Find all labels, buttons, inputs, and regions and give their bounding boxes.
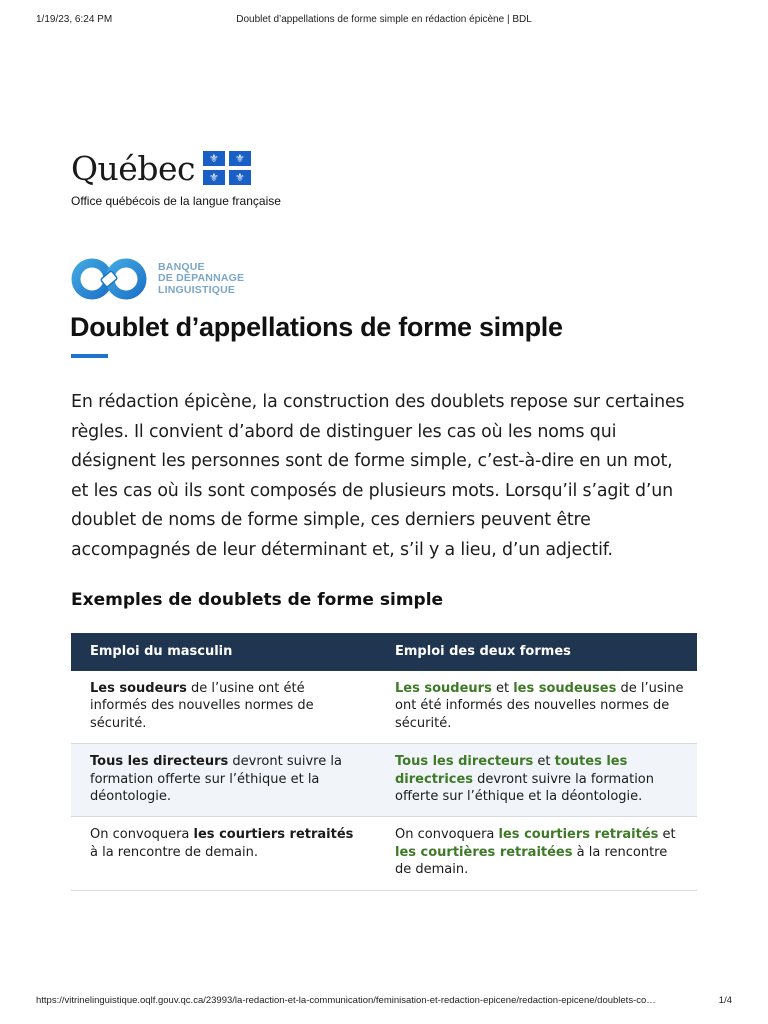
print-header: [0, 14, 768, 30]
cell-both-forms: Les soudeurs et les soudeuses de l’usine ont été informés des nouvelles normes de sécurité.: [395, 681, 684, 731]
table-row: [71, 744, 697, 817]
print-datetime: 1/19/23, 6:24 PM: [36, 14, 113, 25]
page-number: 1/4: [718, 995, 732, 1006]
cell-both-forms: Tous les directeurs et toutes les directrices devront suivre la formation offerte sur l’éthique et la déontologie.: [395, 754, 654, 805]
quebec-logo[interactable]: [71, 146, 251, 190]
print-document-title: Doublet d’appellations de forme simple en rédaction épicène | BDL: [236, 14, 532, 25]
page-title: Doublet d’appellations de forme simple: [70, 312, 563, 342]
office-name: Office québécois de la langue française: [71, 194, 281, 208]
quebec-wordmark: Québec: [71, 148, 195, 188]
print-url: https://vitrinelinguistique.oqlf.gouv.qc.ca/23993/la-redaction-et-la-communication/feminisation-et-redaction-epicene/redaction-epicene/doublets-co…: [36, 995, 656, 1006]
cell-both-forms: On convoquera les courtiers retraités et les courtières retraitées à la rencontre de demain.: [395, 827, 676, 878]
table-header: [71, 633, 697, 671]
quebec-flag-icon: ⚜ ⚜ ⚜ ⚜: [203, 151, 251, 185]
bdl-wordmark: BANQUE DE DÉPANNAGE LINGUISTIQUE: [158, 260, 245, 296]
bdl-logo[interactable]: [70, 255, 250, 303]
table-row: [71, 817, 697, 890]
title-underline: [71, 354, 108, 358]
section-heading: Exemples de doublets de forme simple: [71, 590, 444, 610]
bdl-infinity-icon: [70, 256, 150, 302]
intro-paragraph: En rédaction épicène, la construction des doublets repose sur certaines règles. Il convient d’abord de distinguer les cas où les noms qui désignent les personnes sont de forme simple, c’est-à-dire en un mot, et les cas où ils sont composés de plusieurs mots. Lorsqu’il s’agit d’un doublet de noms de forme simple, ces derniers peuvent être accompagnés de leur déterminant et, s’il y a lieu, d’un adjectif.: [71, 392, 685, 560]
examples-table: [71, 633, 697, 891]
table-row: [71, 671, 697, 744]
cell-masculine: On convoquera les courtiers retraités à la rencontre de demain.: [90, 827, 354, 860]
cell-masculine: Tous les directeurs devront suivre la formation offerte sur l’éthique et la déontologie.: [90, 754, 342, 805]
column-header-both-forms: Emploi des deux formes: [395, 644, 571, 660]
column-header-masculine: Emploi du masculin: [90, 644, 233, 660]
cell-masculine: Les soudeurs de l’usine ont été informés des nouvelles normes de sécurité.: [90, 681, 314, 731]
